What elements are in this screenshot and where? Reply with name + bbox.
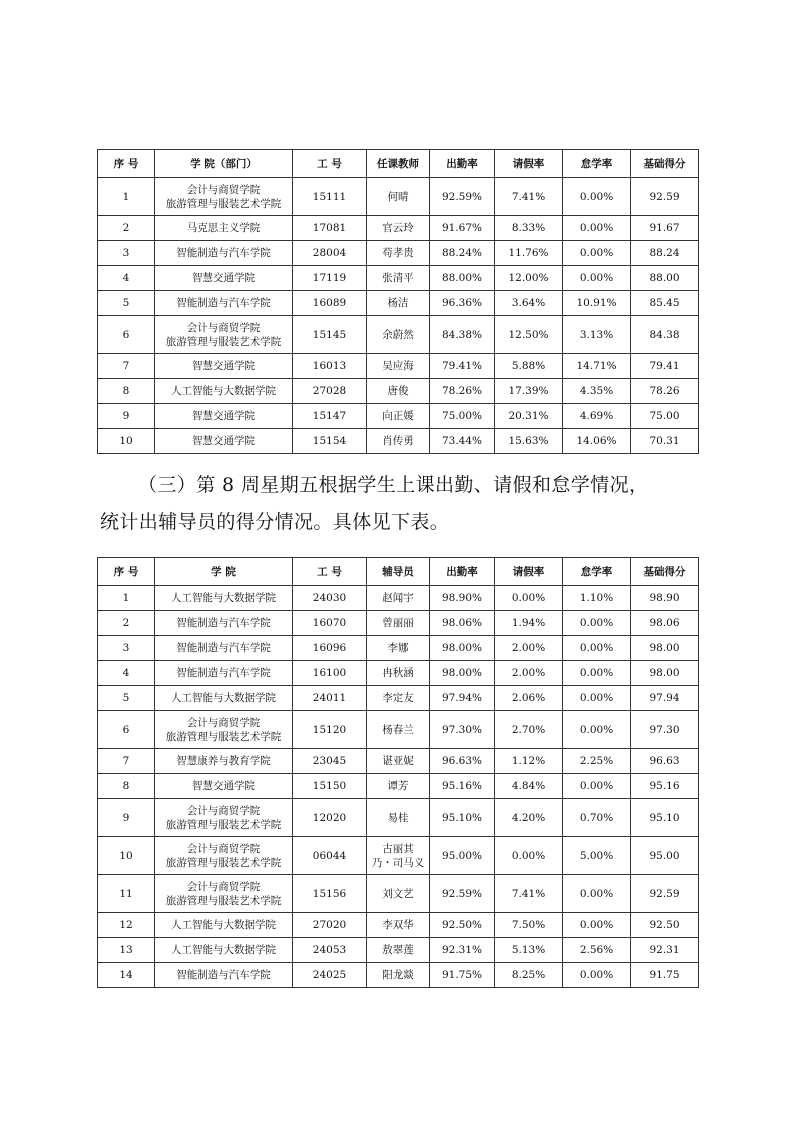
base-score-cell: 92.59 bbox=[631, 875, 699, 913]
name-cell bbox=[367, 913, 430, 938]
college-cell bbox=[155, 611, 293, 636]
base-score-cell: 98.06 bbox=[631, 611, 699, 636]
staff-id-cell: 28004 bbox=[293, 241, 367, 266]
table-row bbox=[98, 379, 699, 404]
leave-rate-cell: 5.88% bbox=[495, 354, 563, 379]
header-cell: 怠学率 bbox=[563, 150, 631, 178]
name-cell bbox=[367, 711, 430, 749]
staff-id-cell: 24053 bbox=[293, 938, 367, 963]
table-row bbox=[98, 875, 699, 913]
name-cell-line: 冉秋涵 bbox=[382, 667, 414, 679]
table-row bbox=[98, 963, 699, 988]
table-row bbox=[98, 404, 699, 429]
leave-rate-cell: 2.00% bbox=[495, 636, 563, 661]
college-cell-line: 旅游管理与服装艺术学院 bbox=[165, 856, 282, 869]
college-cell bbox=[155, 661, 293, 686]
attendance-rate-cell: 91.75% bbox=[430, 963, 495, 988]
table-row bbox=[98, 216, 699, 241]
college-cell-line: 智能制造与汽车学院 bbox=[176, 642, 271, 654]
attendance-rate-cell: 92.31% bbox=[430, 938, 495, 963]
table-row bbox=[98, 799, 699, 837]
college-cell bbox=[155, 963, 293, 988]
row-number-cell: 2 bbox=[98, 611, 155, 636]
base-score-cell: 84.38 bbox=[631, 316, 699, 354]
row-number-cell: 1 bbox=[98, 586, 155, 611]
name-cell bbox=[367, 636, 430, 661]
header-cell: 出勤率 bbox=[430, 150, 495, 178]
truancy-rate-cell: 4.69% bbox=[563, 404, 631, 429]
leave-rate-cell: 11.76% bbox=[495, 241, 563, 266]
truancy-rate-cell: 0.00% bbox=[563, 774, 631, 799]
leave-rate-cell: 2.00% bbox=[495, 661, 563, 686]
base-score-cell: 97.30 bbox=[631, 711, 699, 749]
truancy-rate-cell: 10.91% bbox=[563, 291, 631, 316]
header-cell: 基础得分 bbox=[631, 558, 699, 586]
row-number-cell: 4 bbox=[98, 266, 155, 291]
college-cell-line: 智能制造与汽车学院 bbox=[176, 617, 271, 629]
table-header-row bbox=[98, 150, 699, 178]
leave-rate-cell: 4.20% bbox=[495, 799, 563, 837]
base-score-cell: 70.31 bbox=[631, 429, 699, 454]
name-cell-line: 刘文艺 bbox=[382, 887, 414, 900]
leave-rate-cell: 7.50% bbox=[495, 913, 563, 938]
header-cell: 请假率 bbox=[495, 558, 563, 586]
name-cell bbox=[367, 799, 430, 837]
staff-id-cell: 23045 bbox=[293, 749, 367, 774]
attendance-rate-cell: 92.50% bbox=[430, 913, 495, 938]
row-number-cell: 3 bbox=[98, 636, 155, 661]
truancy-rate-cell: 0.00% bbox=[563, 178, 631, 216]
header-cell: 学 院（部门） bbox=[155, 150, 293, 178]
attendance-rate-cell: 78.26% bbox=[430, 379, 495, 404]
truancy-rate-cell: 0.00% bbox=[563, 216, 631, 241]
name-cell-line: 李双华 bbox=[382, 919, 414, 931]
row-number-cell: 10 bbox=[98, 837, 155, 875]
leave-rate-cell: 12.50% bbox=[495, 316, 563, 354]
row-number-cell: 5 bbox=[98, 291, 155, 316]
college-cell bbox=[155, 774, 293, 799]
truancy-rate-cell: 0.00% bbox=[563, 686, 631, 711]
leave-rate-cell: 4.84% bbox=[495, 774, 563, 799]
leave-rate-cell: 12.00% bbox=[495, 266, 563, 291]
row-number-cell: 2 bbox=[98, 216, 155, 241]
base-score-cell: 88.24 bbox=[631, 241, 699, 266]
attendance-rate-cell: 95.00% bbox=[430, 837, 495, 875]
name-cell bbox=[367, 963, 430, 988]
leave-rate-cell: 0.00% bbox=[495, 586, 563, 611]
base-score-cell: 98.00 bbox=[631, 636, 699, 661]
table-row bbox=[98, 611, 699, 636]
table-row bbox=[98, 774, 699, 799]
truancy-rate-cell: 0.00% bbox=[563, 636, 631, 661]
header-cell: 出勤率 bbox=[430, 558, 495, 586]
truancy-rate-cell: 14.71% bbox=[563, 354, 631, 379]
header-cell: 工 号 bbox=[293, 558, 367, 586]
staff-id-cell: 24030 bbox=[293, 586, 367, 611]
row-number-cell: 5 bbox=[98, 686, 155, 711]
row-number-cell: 8 bbox=[98, 379, 155, 404]
name-cell bbox=[367, 661, 430, 686]
truancy-rate-cell: 14.06% bbox=[563, 429, 631, 454]
table-row bbox=[98, 429, 699, 454]
college-cell bbox=[155, 875, 293, 913]
base-score-cell: 97.94 bbox=[631, 686, 699, 711]
college-cell-line: 会计与商贸学院 bbox=[186, 880, 261, 893]
table-row bbox=[98, 241, 699, 266]
row-number-cell: 9 bbox=[98, 799, 155, 837]
college-cell-line: 旅游管理与服装艺术学院 bbox=[165, 730, 282, 743]
leave-rate-cell: 5.13% bbox=[495, 938, 563, 963]
table-row bbox=[98, 266, 699, 291]
college-cell bbox=[155, 291, 293, 316]
base-score-cell: 92.59 bbox=[631, 178, 699, 216]
base-score-cell: 78.26 bbox=[631, 379, 699, 404]
header-cell: 工 号 bbox=[293, 150, 367, 178]
table-row bbox=[98, 749, 699, 774]
attendance-rate-cell: 96.36% bbox=[430, 291, 495, 316]
staff-id-cell: 15145 bbox=[293, 316, 367, 354]
college-cell-line: 人工智能与大数据学院 bbox=[171, 944, 276, 956]
header-cell: 序 号 bbox=[98, 150, 155, 178]
leave-rate-cell: 0.00% bbox=[495, 837, 563, 875]
table-row bbox=[98, 178, 699, 216]
header-cell: 学 院 bbox=[155, 558, 293, 586]
base-score-cell: 92.31 bbox=[631, 938, 699, 963]
college-cell bbox=[155, 799, 293, 837]
college-cell bbox=[155, 749, 293, 774]
attendance-rate-cell: 79.41% bbox=[430, 354, 495, 379]
attendance-rate-cell: 75.00% bbox=[430, 404, 495, 429]
name-cell bbox=[367, 611, 430, 636]
teacher-score-table bbox=[97, 149, 699, 454]
row-number-cell: 13 bbox=[98, 938, 155, 963]
college-cell-line: 会计与商贸学院 bbox=[186, 804, 261, 817]
name-cell bbox=[367, 837, 430, 875]
truancy-rate-cell: 0.00% bbox=[563, 661, 631, 686]
college-cell bbox=[155, 266, 293, 291]
name-cell bbox=[367, 875, 430, 913]
truancy-rate-cell: 0.00% bbox=[563, 611, 631, 636]
attendance-rate-cell: 92.59% bbox=[430, 875, 495, 913]
table-row bbox=[98, 837, 699, 875]
name-cell: 张清平 bbox=[367, 266, 430, 291]
truancy-rate-cell: 0.00% bbox=[563, 266, 631, 291]
row-number-cell: 10 bbox=[98, 429, 155, 454]
truancy-rate-cell: 1.10% bbox=[563, 586, 631, 611]
name-cell-line: 谌亚妮 bbox=[382, 755, 414, 767]
attendance-rate-cell: 92.59% bbox=[430, 178, 495, 216]
truancy-rate-cell: 2.56% bbox=[563, 938, 631, 963]
college-cell bbox=[155, 404, 293, 429]
row-number-cell: 1 bbox=[98, 178, 155, 216]
row-number-cell: 12 bbox=[98, 913, 155, 938]
name-cell: 唐俊 bbox=[367, 379, 430, 404]
college-cell bbox=[155, 354, 293, 379]
leave-rate-cell: 7.41% bbox=[495, 178, 563, 216]
college-cell bbox=[155, 938, 293, 963]
attendance-rate-cell: 73.44% bbox=[430, 429, 495, 454]
name-cell bbox=[367, 586, 430, 611]
name-cell: 杨洁 bbox=[367, 291, 430, 316]
base-score-cell: 95.00 bbox=[631, 837, 699, 875]
base-score-cell: 96.63 bbox=[631, 749, 699, 774]
leave-rate-cell: 2.06% bbox=[495, 686, 563, 711]
table-row bbox=[98, 354, 699, 379]
attendance-rate-cell: 98.90% bbox=[430, 586, 495, 611]
staff-id-cell: 12020 bbox=[293, 799, 367, 837]
row-number-cell: 14 bbox=[98, 963, 155, 988]
college-cell-line: 旅游管理与服装艺术学院 bbox=[165, 197, 282, 210]
staff-id-cell: 17119 bbox=[293, 266, 367, 291]
leave-rate-cell: 2.70% bbox=[495, 711, 563, 749]
base-score-cell: 85.45 bbox=[631, 291, 699, 316]
name-cell bbox=[367, 938, 430, 963]
attendance-rate-cell: 95.16% bbox=[430, 774, 495, 799]
row-number-cell: 4 bbox=[98, 661, 155, 686]
college-cell bbox=[155, 379, 293, 404]
table-row bbox=[98, 636, 699, 661]
truancy-rate-cell: 0.00% bbox=[563, 875, 631, 913]
college-cell bbox=[155, 686, 293, 711]
college-cell-line: 人工智能与大数据学院 bbox=[171, 692, 276, 704]
leave-rate-cell: 7.41% bbox=[495, 875, 563, 913]
name-cell bbox=[367, 774, 430, 799]
attendance-rate-cell: 98.00% bbox=[430, 661, 495, 686]
college-cell bbox=[155, 178, 293, 216]
leave-rate-cell: 1.94% bbox=[495, 611, 563, 636]
name-cell: 吴应海 bbox=[367, 354, 430, 379]
truancy-rate-cell: 5.00% bbox=[563, 837, 631, 875]
row-number-cell: 8 bbox=[98, 774, 155, 799]
name-cell-line: 易桂 bbox=[387, 811, 409, 824]
college-cell bbox=[155, 429, 293, 454]
staff-id-cell: 15150 bbox=[293, 774, 367, 799]
college-cell bbox=[155, 711, 293, 749]
header-cell: 任课教师 bbox=[367, 150, 430, 178]
staff-id-cell: 16089 bbox=[293, 291, 367, 316]
staff-id-cell: 24025 bbox=[293, 963, 367, 988]
name-cell-line: 杨春兰 bbox=[382, 723, 414, 736]
leave-rate-cell: 1.12% bbox=[495, 749, 563, 774]
leave-rate-cell: 15.63% bbox=[495, 429, 563, 454]
name-cell-line: 曾丽丽 bbox=[382, 617, 414, 629]
college-cell bbox=[155, 216, 293, 241]
name-cell: 何晴 bbox=[367, 178, 430, 216]
table-row bbox=[98, 661, 699, 686]
attendance-rate-cell: 98.00% bbox=[430, 636, 495, 661]
base-score-cell: 91.67 bbox=[631, 216, 699, 241]
truancy-rate-cell: 3.13% bbox=[563, 316, 631, 354]
attendance-rate-cell: 96.63% bbox=[430, 749, 495, 774]
row-number-cell: 7 bbox=[98, 749, 155, 774]
name-cell-line: 乃・司马义 bbox=[371, 856, 425, 869]
header-cell: 辅导员 bbox=[367, 558, 430, 586]
truancy-rate-cell: 4.35% bbox=[563, 379, 631, 404]
base-score-cell: 88.00 bbox=[631, 266, 699, 291]
table-row bbox=[98, 316, 699, 354]
leave-rate-cell: 8.33% bbox=[495, 216, 563, 241]
college-cell-line: 会计与商贸学院 bbox=[186, 716, 261, 729]
row-number-cell: 7 bbox=[98, 354, 155, 379]
college-cell-line: 智能制造与汽车学院 bbox=[176, 667, 271, 679]
staff-id-cell: 15120 bbox=[293, 711, 367, 749]
base-score-cell: 92.50 bbox=[631, 913, 699, 938]
staff-id-cell: 15154 bbox=[293, 429, 367, 454]
college-cell-line: 智慧康养与教育学院 bbox=[176, 755, 271, 767]
name-cell: 苟孝贵 bbox=[367, 241, 430, 266]
base-score-cell: 95.16 bbox=[631, 774, 699, 799]
staff-id-cell: 15111 bbox=[293, 178, 367, 216]
college-cell-line: 旅游管理与服装艺术学院 bbox=[165, 818, 282, 831]
name-cell: 余蔚然 bbox=[367, 316, 430, 354]
row-number-cell: 6 bbox=[98, 711, 155, 749]
truancy-rate-cell: 0.00% bbox=[563, 913, 631, 938]
college-cell-line: 旅游管理与服装艺术学院 bbox=[165, 335, 282, 348]
staff-id-cell: 17081 bbox=[293, 216, 367, 241]
staff-id-cell: 16096 bbox=[293, 636, 367, 661]
header-cell: 基础得分 bbox=[631, 150, 699, 178]
header-cell: 请假率 bbox=[495, 150, 563, 178]
name-cell: 官云玲 bbox=[367, 216, 430, 241]
table-row bbox=[98, 586, 699, 611]
staff-id-cell: 16013 bbox=[293, 354, 367, 379]
name-cell-line: 敖翠莲 bbox=[382, 944, 414, 956]
table-row bbox=[98, 913, 699, 938]
college-cell-line: 人工智能与大数据学院 bbox=[171, 385, 276, 397]
truancy-rate-cell: 0.00% bbox=[563, 963, 631, 988]
college-cell-line: 智能制造与汽车学院 bbox=[176, 247, 271, 259]
name-cell bbox=[367, 686, 430, 711]
row-number-cell: 3 bbox=[98, 241, 155, 266]
staff-id-cell: 16100 bbox=[293, 661, 367, 686]
leave-rate-cell: 17.39% bbox=[495, 379, 563, 404]
base-score-cell: 79.41 bbox=[631, 354, 699, 379]
staff-id-cell: 16070 bbox=[293, 611, 367, 636]
truancy-rate-cell: 0.00% bbox=[563, 241, 631, 266]
attendance-rate-cell: 98.06% bbox=[430, 611, 495, 636]
college-cell bbox=[155, 241, 293, 266]
college-cell-line: 智慧交通学院 bbox=[192, 410, 255, 422]
base-score-cell: 98.90 bbox=[631, 586, 699, 611]
row-number-cell: 11 bbox=[98, 875, 155, 913]
table-header-row bbox=[98, 558, 699, 586]
name-cell: 向正媛 bbox=[367, 404, 430, 429]
name-cell-line: 李定友 bbox=[382, 692, 414, 704]
base-score-cell: 75.00 bbox=[631, 404, 699, 429]
staff-id-cell: 27028 bbox=[293, 379, 367, 404]
attendance-rate-cell: 88.00% bbox=[430, 266, 495, 291]
college-cell-line: 智慧交通学院 bbox=[192, 272, 255, 284]
college-cell-line: 会计与商贸学院 bbox=[186, 321, 261, 334]
truancy-rate-cell: 2.25% bbox=[563, 749, 631, 774]
college-cell-line: 智慧交通学院 bbox=[192, 780, 255, 792]
college-cell bbox=[155, 636, 293, 661]
name-cell: 肖传勇 bbox=[367, 429, 430, 454]
paragraph-line-1: （三）第 8 周星期五根据学生上课出勤、请假和怠学情况， bbox=[138, 474, 649, 496]
staff-id-cell: 06044 bbox=[293, 837, 367, 875]
college-cell-line: 智慧交通学院 bbox=[192, 360, 255, 372]
college-cell-line: 智慧交通学院 bbox=[192, 435, 255, 447]
name-cell bbox=[367, 749, 430, 774]
staff-id-cell: 27020 bbox=[293, 913, 367, 938]
name-cell-line: 阳龙燚 bbox=[382, 969, 414, 981]
college-cell-line: 马克思主义学院 bbox=[186, 222, 261, 234]
staff-id-cell: 15147 bbox=[293, 404, 367, 429]
college-cell bbox=[155, 837, 293, 875]
attendance-rate-cell: 91.67% bbox=[430, 216, 495, 241]
college-cell-line: 人工智能与大数据学院 bbox=[171, 592, 276, 604]
attendance-rate-cell: 88.24% bbox=[430, 241, 495, 266]
college-cell-line: 智能制造与汽车学院 bbox=[176, 297, 271, 309]
header-cell: 序 号 bbox=[98, 558, 155, 586]
college-cell-line: 会计与商贸学院 bbox=[186, 183, 261, 196]
college-cell-line: 旅游管理与服装艺术学院 bbox=[165, 894, 282, 907]
row-number-cell: 6 bbox=[98, 316, 155, 354]
table-row bbox=[98, 711, 699, 749]
name-cell-line: 李娜 bbox=[387, 642, 409, 654]
college-cell-line: 智能制造与汽车学院 bbox=[176, 969, 271, 981]
truancy-rate-cell: 0.70% bbox=[563, 799, 631, 837]
staff-id-cell: 24011 bbox=[293, 686, 367, 711]
college-cell bbox=[155, 913, 293, 938]
leave-rate-cell: 3.64% bbox=[495, 291, 563, 316]
name-cell-line: 古丽其 bbox=[382, 842, 414, 855]
attendance-rate-cell: 95.10% bbox=[430, 799, 495, 837]
college-cell bbox=[155, 586, 293, 611]
attendance-rate-cell: 97.94% bbox=[430, 686, 495, 711]
leave-rate-cell: 8.25% bbox=[495, 963, 563, 988]
name-cell-line: 赵闻宇 bbox=[382, 592, 414, 604]
counselor-score-table bbox=[97, 557, 699, 988]
table-row bbox=[98, 938, 699, 963]
table-row bbox=[98, 686, 699, 711]
college-cell-line: 会计与商贸学院 bbox=[186, 842, 261, 855]
name-cell-line: 谭芳 bbox=[387, 780, 409, 792]
header-cell: 怠学率 bbox=[563, 558, 631, 586]
row-number-cell: 9 bbox=[98, 404, 155, 429]
base-score-cell: 98.00 bbox=[631, 661, 699, 686]
base-score-cell: 95.10 bbox=[631, 799, 699, 837]
table-row bbox=[98, 291, 699, 316]
base-score-cell: 91.75 bbox=[631, 963, 699, 988]
staff-id-cell: 15156 bbox=[293, 875, 367, 913]
attendance-rate-cell: 84.38% bbox=[430, 316, 495, 354]
leave-rate-cell: 20.31% bbox=[495, 404, 563, 429]
truancy-rate-cell: 0.00% bbox=[563, 711, 631, 749]
college-cell-line: 人工智能与大数据学院 bbox=[171, 919, 276, 931]
college-cell bbox=[155, 316, 293, 354]
attendance-rate-cell: 97.30% bbox=[430, 711, 495, 749]
paragraph-line-2: 统计出辅导员的得分情况。具体见下表。 bbox=[100, 511, 450, 533]
